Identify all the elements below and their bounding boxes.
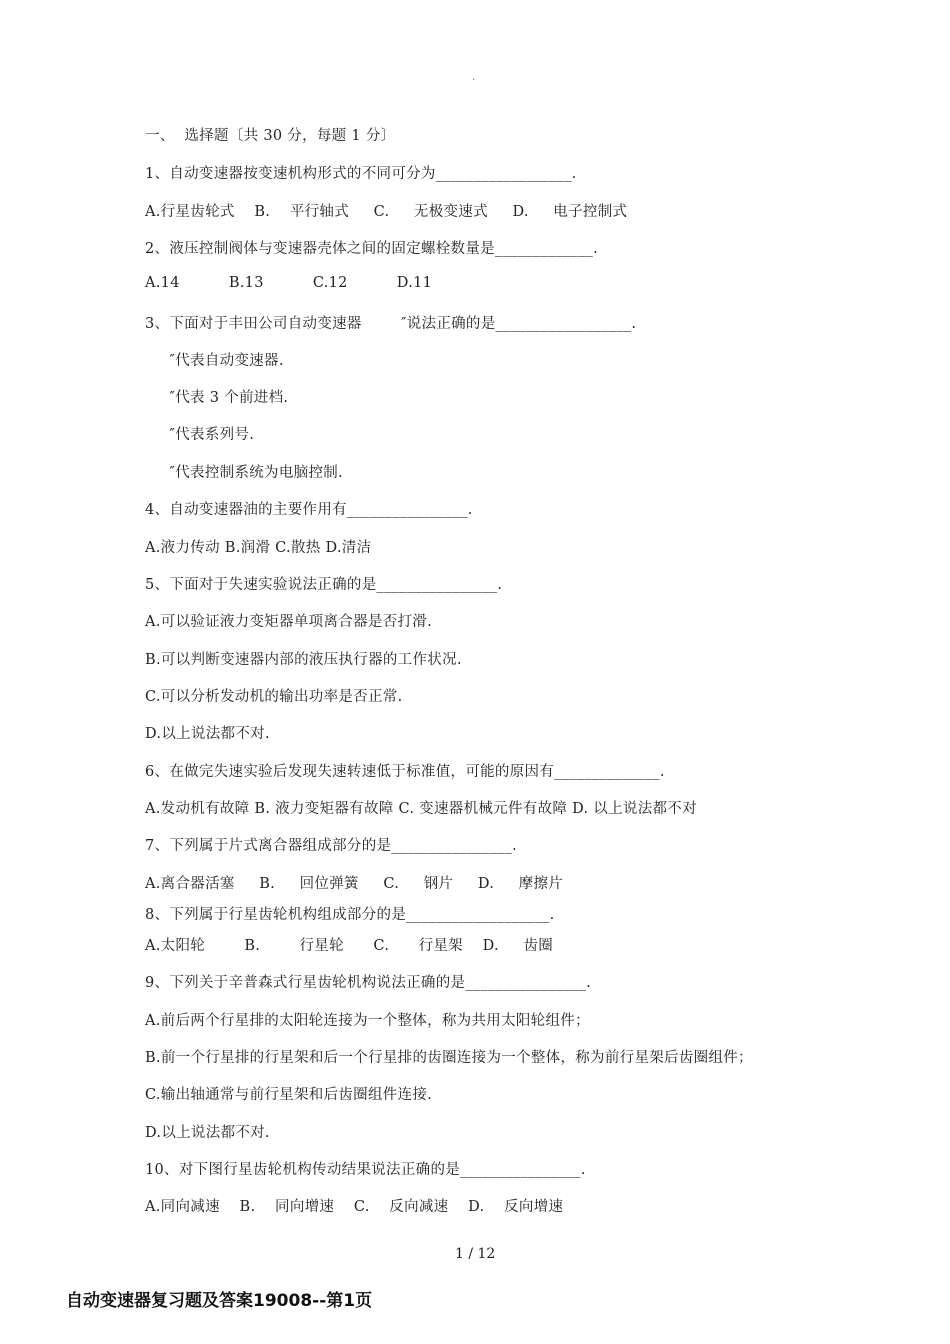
question-line: 7、下列属于片式离合器组成部分的是________________. bbox=[145, 838, 518, 854]
question-line: 9、下列关于辛普森式行星齿轮机构说法正确的是________________. bbox=[145, 975, 592, 991]
question-line: 5、下面对于失速实验说法正确的是________________. bbox=[145, 577, 503, 593]
question-line: A.液力传动 B.润滑 C.散热 D.清洁 bbox=[145, 540, 372, 556]
question-line: A.前后两个行星排的太阳轮连接为一个整体，称为共用太阳轮组件； bbox=[145, 1013, 590, 1029]
question-line: D.以上说法都不对. bbox=[145, 1125, 270, 1141]
question-line: C.可以分析发动机的输出功率是否正常. bbox=[145, 689, 403, 705]
header-mark: . bbox=[472, 72, 476, 83]
question-line: D.以上说法都不对. bbox=[145, 726, 270, 742]
question-line: A.同向减速 B. 同向增速 C. 反向减速 D. 反向增速 bbox=[145, 1199, 564, 1215]
question-line: 1、自动变速器按变速机构形式的不同可分为__________________. bbox=[145, 166, 577, 182]
question-line: ″代表系列号. bbox=[145, 427, 255, 443]
question-line: A.太阳轮 B. 行星轮 C. 行星架 D. 齿圈 bbox=[145, 938, 554, 954]
question-line: A.14 B.13 C.12 D.11 bbox=[145, 275, 433, 291]
question-line: 10、对下图行星齿轮机构传动结果说法正确的是________________. bbox=[145, 1162, 586, 1178]
question-line: 3、下面对于丰田公司自动变速器 ″说法正确的是__________________. bbox=[145, 316, 637, 332]
question-line: A.发动机有故障 B. 液力变矩器有故障 C. 变速器机械元件有故障 D. 以上说法都不对 bbox=[145, 801, 697, 817]
question-line: A.行星齿轮式 B. 平行轴式 C. 无极变速式 D. 电子控制式 bbox=[145, 204, 628, 220]
question-line: ″代表控制系统为电脑控制. bbox=[145, 465, 343, 481]
question-line: A.可以验证液力变矩器单项离合器是否打滑. bbox=[145, 614, 432, 630]
question-line: 4、自动变速器油的主要作用有________________. bbox=[145, 502, 473, 518]
page-number: 1 / 12 bbox=[455, 1246, 496, 1262]
question-line: ″代表自动变速器. bbox=[145, 353, 284, 369]
question-line: B.前一个行星排的行星架和后一个行星排的齿圈连接为一个整体，称为前行星架后齿圈组件； bbox=[145, 1050, 753, 1066]
question-line: B.可以判断变速器内部的液压执行器的工作状况. bbox=[145, 652, 462, 668]
question-line: 8、下列属于行星齿轮机构组成部分的是___________________. bbox=[145, 907, 555, 923]
question-line: C.输出轴通常与前行星架和后齿圈组件连接. bbox=[145, 1087, 433, 1103]
question-line: ″代表 3 个前进档. bbox=[145, 390, 289, 406]
section-title: 一、 选择题〔共 30 分，每题 1 分〕 bbox=[145, 128, 396, 144]
footer-title: 自动变速器复习题及答案19008--第1页 bbox=[66, 1291, 373, 1311]
question-line: 6、在做完失速实验后发现失速转速低于标准值，可能的原因有______________. bbox=[145, 764, 665, 780]
question-line: A.离合器活塞 B. 回位弹簧 C. 钢片 D. 摩擦片 bbox=[145, 876, 564, 892]
question-line: 2、液压控制阀体与变速器壳体之间的固定螺栓数量是_____________. bbox=[145, 241, 598, 257]
